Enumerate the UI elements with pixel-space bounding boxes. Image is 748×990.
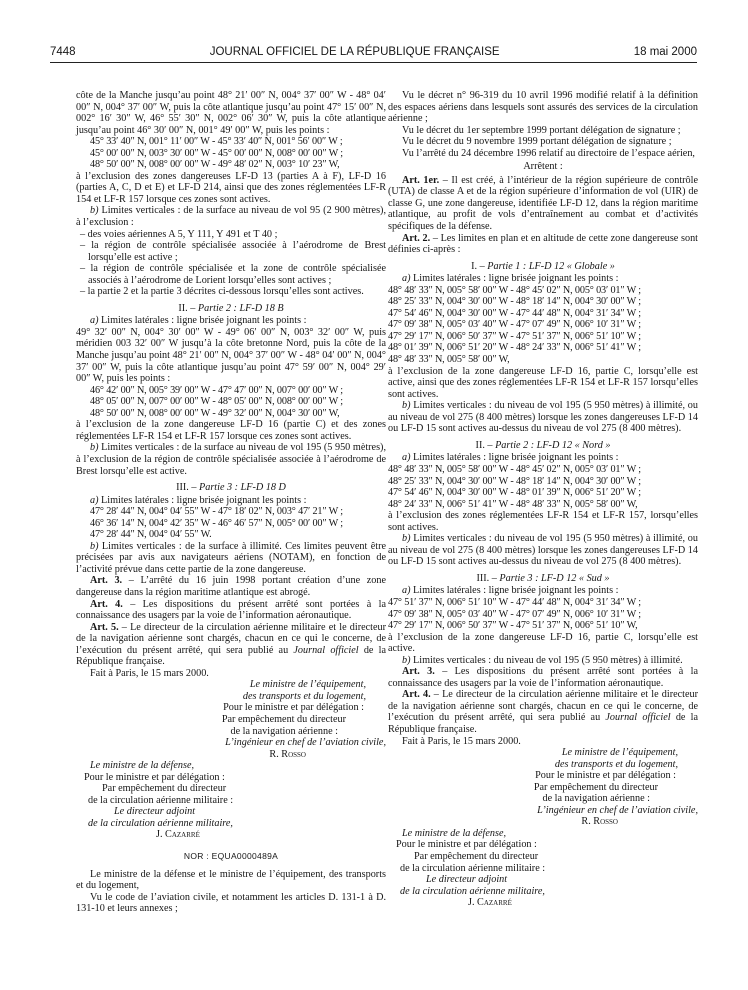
coordinate-line: 48° 24′ 33″ N, 006° 51′ 41″ W - 48° 48′ 33″ N, 005° 58′ 00″ W,	[388, 498, 638, 510]
page-header	[50, 42, 697, 58]
signature-line: L’ingénieur en chef de l’aviation civile,	[537, 804, 698, 816]
signature-date: Fait à Paris, le 15 mars 2000.	[402, 735, 521, 747]
coordinate-line: 45° 33′ 40″ N, 001° 11′ 00″ W - 45° 33′ 40″ N, 001° 56′ 00″ W ;	[90, 136, 343, 148]
list-item: – la partie 2 et la partie 3 décrites ci-dessous lorsqu’elles sont actives.	[80, 286, 364, 298]
coordinate-line: 47° 51′ 37″ N, 006° 51′ 10″ W - 47° 44′ 48″ N, 004° 31′ 34″ W ;	[388, 596, 641, 608]
signature-line: Par empêchement du directeur	[414, 851, 539, 862]
paragraph: a) Limites latérales : ligne brisée joignant les points :	[402, 585, 619, 597]
nor-reference: NOR : EQUA0000489A	[183, 851, 279, 861]
coordinate-line: 47° 28′ 44″ N, 004° 04′ 55″ W - 47° 18′ 02″ N, 003° 47′ 21″ W ;	[90, 506, 343, 518]
section-heading: III. – Partie 3 : LF-D 18 D	[176, 482, 286, 494]
coordinate-line: 47° 54′ 46″ N, 004° 30′ 00″ W - 48° 01′ 39″ N, 006° 51′ 20″ W ;	[388, 487, 641, 499]
signature-line: Le ministre de l’équipement,	[561, 747, 678, 759]
coordinate-line: 47° 09′ 38″ N, 005° 03′ 40″ W - 47° 07′ 49″ N, 006° 10′ 31″ W ;	[388, 319, 641, 331]
paragraph: Vu le décret du 9 novembre 1999 portant délégation de signature ;	[402, 136, 672, 148]
signature-line: de la circulation aérienne militaire,	[88, 817, 233, 829]
section-heading: II. – Partie 2 : LF-D 18 B	[178, 302, 284, 314]
paragraph: b) Limites verticales : de la surface à illimité. Ces limites peuvent être précisées par avis aux navigateurs aériens (NOTAM), en fonction de l’activité prévue dans cette partie de la zone dangereuse.	[76, 540, 386, 575]
coordinate-line: 48° 01′ 39″ N, 006° 51′ 20″ W - 48° 24′ 33″ N, 006° 51′ 41″ W ;	[388, 342, 641, 354]
paragraph: a) Limites latérales : ligne brisée joignant les points :	[90, 315, 307, 327]
list-item: – la région de contrôle spécialisée associée à l’aérodrome de Brest lorsqu’elle est active ;	[80, 240, 386, 263]
list-item: – la région de contrôle spécialisée et la zone de contrôle spécialisée associés à l’aérodrome de Lorient lorsqu’elles sont actives ;	[80, 263, 386, 286]
paragraph: b) Limites verticales : du niveau de vol 195 (5 950 mètres) à illimité, ou au niveau de vol 275 (8 400 mètres) lorsque les zones dangereuses LF-D 14 ou LF-D 15 sont actives au-dessus du niveau de vol 275 (8 400 mètres).	[388, 400, 698, 435]
paragraph: Vu le décret du 1er septembre 1999 portant délégation de signature ;	[402, 124, 681, 136]
header-rule	[50, 62, 697, 63]
journal-title: JOURNAL OFFICIEL DE LA RÉPUBLIQUE FRANÇAISE	[209, 46, 500, 58]
coordinate-line: 47° 29′ 17″ N, 006° 50′ 37″ W - 47° 51′ 37″ N, 006° 51′ 10″ W,	[388, 620, 638, 632]
paragraph: Vu le code de l’aviation civile, et notamment les articles D. 131-1 à D. 131-10 et leurs annexes ;	[76, 891, 386, 915]
article-5: Art. 5. – Le directeur de la circulation aérienne militaire et le directeur de la navigation aérienne sont chargés, chacun en ce qui le concerne, de l’exécution du présent arrêté, qui sera publié au Journal officiel de la République française.	[76, 621, 387, 668]
section-heading: II. – Partie 2 : LF-D 12 « Nord »	[475, 439, 611, 451]
coordinate-line: 48° 48′ 33″ N, 005° 58′ 00″ W - 48° 45′ 02″ N, 005° 03′ 01″ W ;	[388, 463, 641, 475]
signature-name: R. Rosso	[269, 748, 306, 760]
signature-line: de la circulation aérienne militaire,	[400, 885, 545, 897]
signature-line: Pour le ministre et par délégation :	[84, 771, 225, 783]
signature-line: L’ingénieur en chef de l’aviation civile,	[225, 737, 386, 749]
article-2: Art. 2. – Les limites en plan et en altitude de cette zone dangereuse sont définies ci-après :	[388, 232, 698, 256]
coordinate-line: 47° 54′ 46″ N, 004° 30′ 00″ W - 47° 44′ 48″ N, 004° 31′ 34″ W ;	[388, 307, 641, 319]
arretent-heading: Arrêtent :	[523, 161, 563, 173]
coordinate-line: 47° 28′ 44″ N, 004° 04′ 55″ W.	[90, 529, 212, 541]
article-1: Art. 1er. – Il est créé, à l’intérieur de la région supérieure de contrôle (UTA) de classe A et de la région supérieure d’information de vol (UIR) de classe G, une zone dangereuse, identifiée LF-D 12, dans la région maritime atlantique, au profit de vols d’entraînement au combat et d’activités spécifiques de la défense.	[388, 174, 698, 233]
coordinate-line: 45° 00′ 00″ N, 003° 30′ 00″ W - 45° 00′ 00″ N, 008° 00′ 00″ W ;	[90, 147, 343, 159]
paragraph: Vu le décret n° 96-319 du 10 avril 1996 modifié relatif à la définition des espaces aériens dans lesquels sont assurés des services de la circulation aérienne ;	[388, 90, 698, 125]
signature-line: des transports et du logement,	[554, 758, 678, 770]
paragraph: b) Limites verticales : du niveau de vol 195 (5 950 mètres) à illimité.	[402, 654, 683, 666]
coordinate-line: 48° 25′ 33″ N, 004° 30′ 00″ W - 48° 18′ 14″ N, 004° 30′ 00″ W ;	[388, 296, 641, 308]
paragraph: 49° 32′ 00″ N, 004° 30′ 00″ W - 49° 06′ 00″ N, 003° 32′ 00″ W, puis méridien 003 32′ 00″ W jusqu’à la côte bretonne Nord, puis la côte de la Manche jusqu’au point 48° 21′ 00″ N, 004° 37′ 00″ W - 48° 04′ 00″ N, 004° 37′ 00″ W, puis la côte atlantique jusqu’au point 47° 59′ 00″ N, 004° 29′ 00″ W, puis les points :	[76, 326, 386, 385]
paragraph: à l’exclusion des zones dangereuses LF-D 13 (parties A à F), LF-D 16 (parties A, C, D et E) et LF-D 214, ainsi que des zones réglementées LF-R 154 et LF-R 157 lorsque ces zones sont actives.	[76, 170, 386, 205]
signature-line: Le directeur adjoint	[426, 874, 508, 886]
signature-line: de la navigation aérienne :	[230, 725, 338, 737]
paragraph: à l’exclusion des zones réglementées LF-R 154 et LF-R 157, lorsqu’elles sont actives.	[388, 510, 698, 533]
article-4: Art. 4. – Le directeur de la circulation aérienne militaire et le directeur de la navigation aérienne sont chargés, chacun en ce qui le concerne, de l’exécution du présent arrêté, qui sera publié au Journal officiel de la République française.	[388, 689, 699, 735]
coordinate-line: 48° 50′ 00″ N, 008° 00′ 00″ W - 49° 32′ 00″ N, 004° 30′ 00″ W,	[90, 407, 340, 419]
signature-line: Par empêchement du directeur	[102, 783, 227, 795]
issue-date: 18 mai 2000	[633, 46, 697, 58]
paragraph: b) Limites verticales : de la surface au niveau de vol 95 (2 900 mètres), à l’exclusion :	[76, 205, 386, 229]
signature-line: Le ministre de l’équipement,	[249, 679, 366, 691]
paragraph: Le ministre de la défense et le ministre de l’équipement, des transports et du logement,	[76, 868, 386, 892]
left-column	[76, 90, 386, 915]
coordinate-line: 48° 48′ 33″ N, 005° 58′ 00″ W,	[388, 354, 510, 366]
page-number: 7448	[50, 46, 76, 58]
signature-name: J. Cazarré	[156, 829, 200, 841]
paragraph: à l’exclusion de la zone dangereuse LF-D 16, partie C, lorsqu’elle est active.	[388, 631, 698, 655]
signature-name: J. Cazarré	[468, 897, 512, 909]
coordinate-line: 48° 48′ 33″ N, 005° 58′ 00″ W - 48° 45′ 02″ N, 005° 03′ 01″ W ;	[388, 284, 641, 296]
signature-name: R. Rosso	[581, 816, 618, 828]
signature-line: des transports et du logement,	[242, 690, 366, 702]
signature-line: Le directeur adjoint	[114, 806, 196, 818]
article-3: Art. 3. – Les dispositions du présent arrêté sont portées à la connaissance des usagers par la voie de l’information aéronautique.	[388, 666, 698, 689]
paragraph: a) Limites latérales : ligne brisée joignant les points :	[402, 273, 619, 285]
coordinate-line: 48° 05′ 00″ N, 007° 00′ 00″ W - 48° 05′ 00″ N, 008° 00′ 00″ W ;	[90, 396, 343, 408]
paragraph: a) Limites latérales : ligne brisée joignant les points :	[402, 452, 619, 464]
right-column	[388, 90, 698, 909]
signature-line: Par empêchement du directeur	[533, 781, 658, 793]
signature-line: Par empêchement du directeur	[221, 713, 346, 725]
coordinate-line: 47° 29′ 17″ N, 006° 50′ 37″ W - 47° 51′ 37″ N, 006° 51′ 10″ W ;	[388, 330, 641, 342]
paragraph: à l’exclusion de la zone dangereuse LF-D 16 (partie C) et des zones réglementées LF-R 154 et LF-R 157 lorsque ces zones sont actives.	[76, 419, 386, 442]
coordinate-line: 48° 25′ 33″ N, 004° 30′ 00″ W - 48° 18′ 14″ N, 004° 30′ 00″ W ;	[388, 475, 641, 487]
paragraph: a) Limites latérales : ligne brisée joignant les points :	[90, 494, 307, 506]
section-heading: I. – Partie 1 : LF-D 12 « Globale »	[471, 260, 615, 272]
section-heading: III. – Partie 3 : LF-D 12 « Sud »	[476, 572, 610, 584]
signature-line: de la navigation aérienne :	[542, 793, 650, 805]
signature-line: Le ministre de la défense,	[90, 760, 195, 772]
paragraph: Vu l’arrêté du 24 décembre 1996 relatif au directoire de l’espace aérien,	[402, 147, 695, 159]
paragraph: b) Limites verticales : de la surface au niveau de vol 195 (5 950 mètres), à l’exclusion de la région de contrôle spécialisée associée à l’aérodrome de Brest lorsqu’elle est active.	[76, 442, 386, 477]
paragraph: b) Limites verticales : du niveau de vol 195 (5 950 mètres) à illimité, ou au niveau de vol 275 (8 400 mètres) lorsque les zones dangereuses LF-D 14 ou LF-D 15 sont actives au-dessus du niveau de vol 275 (8 400 mètres).	[388, 533, 698, 568]
signature-line: de la circulation aérienne militaire :	[400, 862, 546, 874]
signature-line: Pour le ministre et par délégation :	[223, 702, 364, 714]
coordinate-line: 48° 50′ 00″ N, 008° 00′ 00″ W - 49° 48′ 02″ N, 003° 10′ 23″ W,	[90, 159, 340, 171]
list-item: – des voies aériennes A 5, Y 111, Y 491 et T 40 ;	[80, 228, 278, 240]
signature-line: Pour le ministre et par délégation :	[396, 839, 537, 851]
signature-line: de la circulation aérienne militaire :	[88, 794, 234, 806]
paragraph: côte de la Manche jusqu’au point 48° 21′ 00″ N, 004° 37′ 00″ W - 48° 04′ 00″ N, 004° 37′ 00″ W, puis la côte atlantique jusqu’au point 47° 15′ 00″ N, 002° 16′ 30″ W, 46° 55′ 30″ N, 002° 06′ 30″ W, puis la côte atlantique jusqu’au point 46° 30′ 00″ N, 001° 49′ 00″ W, puis les points :	[76, 90, 386, 136]
paragraph: à l’exclusion de la zone dangereuse LF-D 16, partie C, lorsqu’elle est active, ainsi que des zones réglementées LF-R 154 et LF-R 157 lorsqu’elles sont actives.	[388, 365, 698, 400]
article-3: Art. 3. – L’arrêté du 16 juin 1998 portant création d’une zone dangereuse dans la région maritime atlantique est abrogé.	[76, 575, 386, 598]
signature-date: Fait à Paris, le 15 mars 2000.	[90, 667, 209, 679]
coordinate-line: 46° 36′ 14″ N, 004° 42′ 35″ W - 46° 46′ 57″ N, 005° 00′ 00″ W ;	[90, 517, 343, 529]
coordinate-line: 47° 09′ 38″ N, 005° 03′ 40″ W - 47° 07′ 49″ N, 006° 10′ 31″ W ;	[388, 608, 641, 620]
article-4: Art. 4. – Les dispositions du présent arrêté sont portées à la connaissance des usagers par la voie de l’information aéronautique.	[76, 598, 386, 622]
signature-line: Pour le ministre et par délégation :	[535, 770, 676, 782]
coordinate-line: 46° 42′ 00″ N, 005° 39′ 00″ W - 47° 47′ 00″ N, 007° 00′ 00″ W ;	[90, 384, 343, 396]
signature-line: Le ministre de la défense,	[402, 827, 507, 839]
